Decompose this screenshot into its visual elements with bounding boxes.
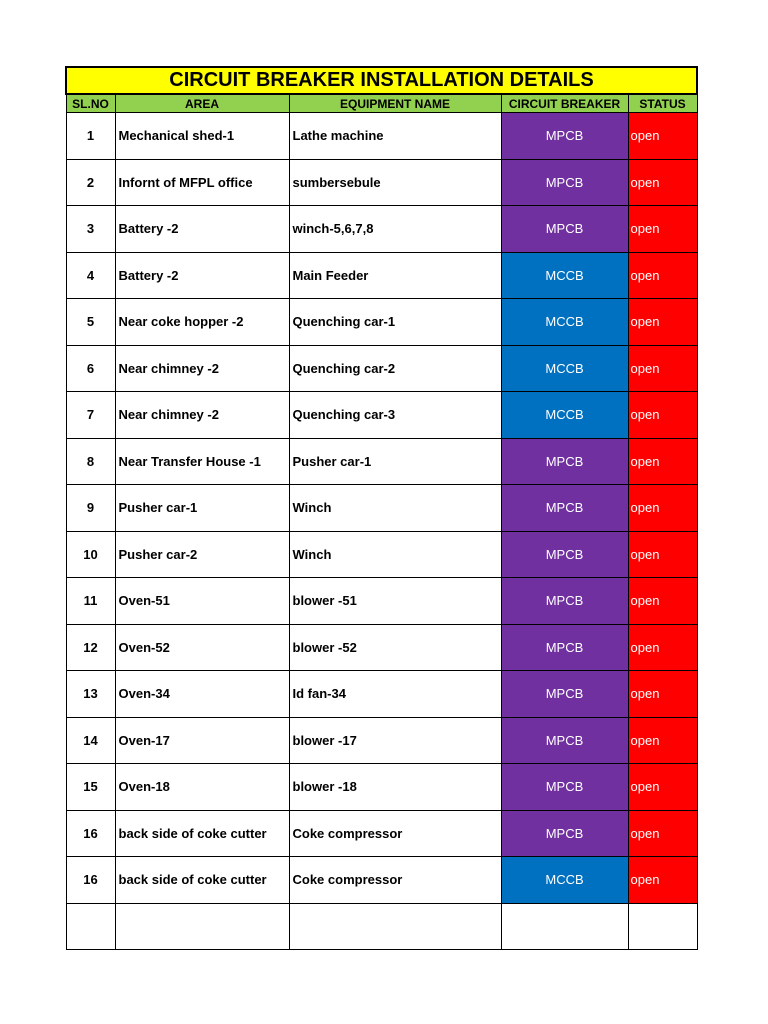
cell-circuit-breaker: MCCB xyxy=(501,345,628,392)
cell-status: open xyxy=(628,624,697,671)
empty-cell xyxy=(289,903,501,949)
cell-circuit-breaker: MCCB xyxy=(501,299,628,346)
table-row xyxy=(66,764,697,811)
cell-circuit-breaker: MPCB xyxy=(501,624,628,671)
cell-sl-no: 2 xyxy=(66,159,115,206)
cell-sl-no: 16 xyxy=(66,810,115,857)
empty-row xyxy=(66,903,697,949)
cell-area: Battery -2 xyxy=(115,206,289,253)
cell-area: Mechanical shed-1 xyxy=(115,113,289,160)
cell-circuit-breaker: MPCB xyxy=(501,206,628,253)
cell-sl-no: 15 xyxy=(66,764,115,811)
cell-circuit-breaker: MPCB xyxy=(501,438,628,485)
cell-status: open xyxy=(628,392,697,439)
empty-cell xyxy=(115,903,289,949)
cell-equipment-name: blower -17 xyxy=(289,717,501,764)
table-row xyxy=(66,159,697,206)
cell-circuit-breaker: MPCB xyxy=(501,717,628,764)
cell-status: open xyxy=(628,345,697,392)
cell-status: open xyxy=(628,857,697,904)
empty-cell xyxy=(66,903,115,949)
table-row xyxy=(66,252,697,299)
sheet-title: CIRCUIT BREAKER INSTALLATION DETAILS xyxy=(66,67,697,94)
cell-circuit-breaker: MPCB xyxy=(501,531,628,578)
cell-equipment-name: blower -52 xyxy=(289,624,501,671)
cell-status: open xyxy=(628,159,697,206)
cell-sl-no: 16 xyxy=(66,857,115,904)
cell-area: Oven-18 xyxy=(115,764,289,811)
cell-area: Near chimney -2 xyxy=(115,392,289,439)
cell-circuit-breaker: MPCB xyxy=(501,810,628,857)
cell-sl-no: 5 xyxy=(66,299,115,346)
table-row xyxy=(66,299,697,346)
cell-sl-no: 12 xyxy=(66,624,115,671)
cell-sl-no: 11 xyxy=(66,578,115,625)
cell-sl-no: 6 xyxy=(66,345,115,392)
table-row xyxy=(66,531,697,578)
table-row xyxy=(66,345,697,392)
header-area: AREA xyxy=(115,94,289,113)
header-equipment-name: EQUIPMENT NAME xyxy=(289,94,501,113)
cell-equipment-name: sumbersebule xyxy=(289,159,501,206)
cell-area: Near Transfer House -1 xyxy=(115,438,289,485)
cell-circuit-breaker: MCCB xyxy=(501,252,628,299)
cell-area: Infornt of MFPL office xyxy=(115,159,289,206)
cell-status: open xyxy=(628,252,697,299)
cell-area: Battery -2 xyxy=(115,252,289,299)
circuit-breaker-table xyxy=(65,66,698,950)
cell-area: Oven-51 xyxy=(115,578,289,625)
table-row xyxy=(66,392,697,439)
cell-circuit-breaker: MPCB xyxy=(501,578,628,625)
cell-area: Pusher car-1 xyxy=(115,485,289,532)
table-row xyxy=(66,578,697,625)
cell-area: back side of coke cutter xyxy=(115,810,289,857)
cell-equipment-name: blower -18 xyxy=(289,764,501,811)
table-row xyxy=(66,857,697,904)
cell-status: open xyxy=(628,438,697,485)
cell-status: open xyxy=(628,299,697,346)
cell-equipment-name: Quenching car-1 xyxy=(289,299,501,346)
table-row xyxy=(66,485,697,532)
cell-sl-no: 9 xyxy=(66,485,115,532)
cell-equipment-name: Pusher car-1 xyxy=(289,438,501,485)
cell-sl-no: 13 xyxy=(66,671,115,718)
cell-status: open xyxy=(628,578,697,625)
empty-cell xyxy=(628,903,697,949)
empty-cell xyxy=(501,903,628,949)
cell-area: Pusher car-2 xyxy=(115,531,289,578)
cell-status: open xyxy=(628,810,697,857)
cell-equipment-name: Coke compressor xyxy=(289,857,501,904)
header-circuit-breaker: CIRCUIT BREAKER xyxy=(501,94,628,113)
cell-equipment-name: Winch xyxy=(289,531,501,578)
circuit-breaker-sheet xyxy=(65,66,696,950)
cell-status: open xyxy=(628,671,697,718)
cell-status: open xyxy=(628,485,697,532)
cell-status: open xyxy=(628,764,697,811)
cell-status: open xyxy=(628,531,697,578)
cell-circuit-breaker: MPCB xyxy=(501,159,628,206)
cell-circuit-breaker: MPCB xyxy=(501,485,628,532)
table-row xyxy=(66,671,697,718)
cell-sl-no: 8 xyxy=(66,438,115,485)
cell-area: Oven-34 xyxy=(115,671,289,718)
table-row xyxy=(66,810,697,857)
table-body xyxy=(66,113,697,950)
cell-circuit-breaker: MPCB xyxy=(501,113,628,160)
cell-sl-no: 10 xyxy=(66,531,115,578)
cell-status: open xyxy=(628,206,697,253)
table-row xyxy=(66,438,697,485)
cell-area: Near coke hopper -2 xyxy=(115,299,289,346)
cell-equipment-name: Id fan-34 xyxy=(289,671,501,718)
cell-equipment-name: Winch xyxy=(289,485,501,532)
header-sl-no: SL.NO xyxy=(66,94,115,113)
header-status: STATUS xyxy=(628,94,697,113)
table-row xyxy=(66,624,697,671)
cell-equipment-name: winch-5,6,7,8 xyxy=(289,206,501,253)
cell-circuit-breaker: MPCB xyxy=(501,764,628,811)
cell-equipment-name: Coke compressor xyxy=(289,810,501,857)
cell-equipment-name: Quenching car-2 xyxy=(289,345,501,392)
cell-area: Near chimney -2 xyxy=(115,345,289,392)
cell-sl-no: 4 xyxy=(66,252,115,299)
cell-circuit-breaker: MCCB xyxy=(501,392,628,439)
table-row xyxy=(66,717,697,764)
cell-area: Oven-17 xyxy=(115,717,289,764)
cell-sl-no: 1 xyxy=(66,113,115,160)
cell-sl-no: 14 xyxy=(66,717,115,764)
cell-area: back side of coke cutter xyxy=(115,857,289,904)
cell-circuit-breaker: MCCB xyxy=(501,857,628,904)
cell-sl-no: 3 xyxy=(66,206,115,253)
cell-area: Oven-52 xyxy=(115,624,289,671)
cell-equipment-name: Main Feeder xyxy=(289,252,501,299)
cell-status: open xyxy=(628,717,697,764)
cell-status: open xyxy=(628,113,697,160)
table-row xyxy=(66,206,697,253)
cell-equipment-name: blower -51 xyxy=(289,578,501,625)
cell-circuit-breaker: MPCB xyxy=(501,671,628,718)
cell-equipment-name: Quenching car-3 xyxy=(289,392,501,439)
table-row xyxy=(66,113,697,160)
cell-sl-no: 7 xyxy=(66,392,115,439)
cell-equipment-name: Lathe machine xyxy=(289,113,501,160)
